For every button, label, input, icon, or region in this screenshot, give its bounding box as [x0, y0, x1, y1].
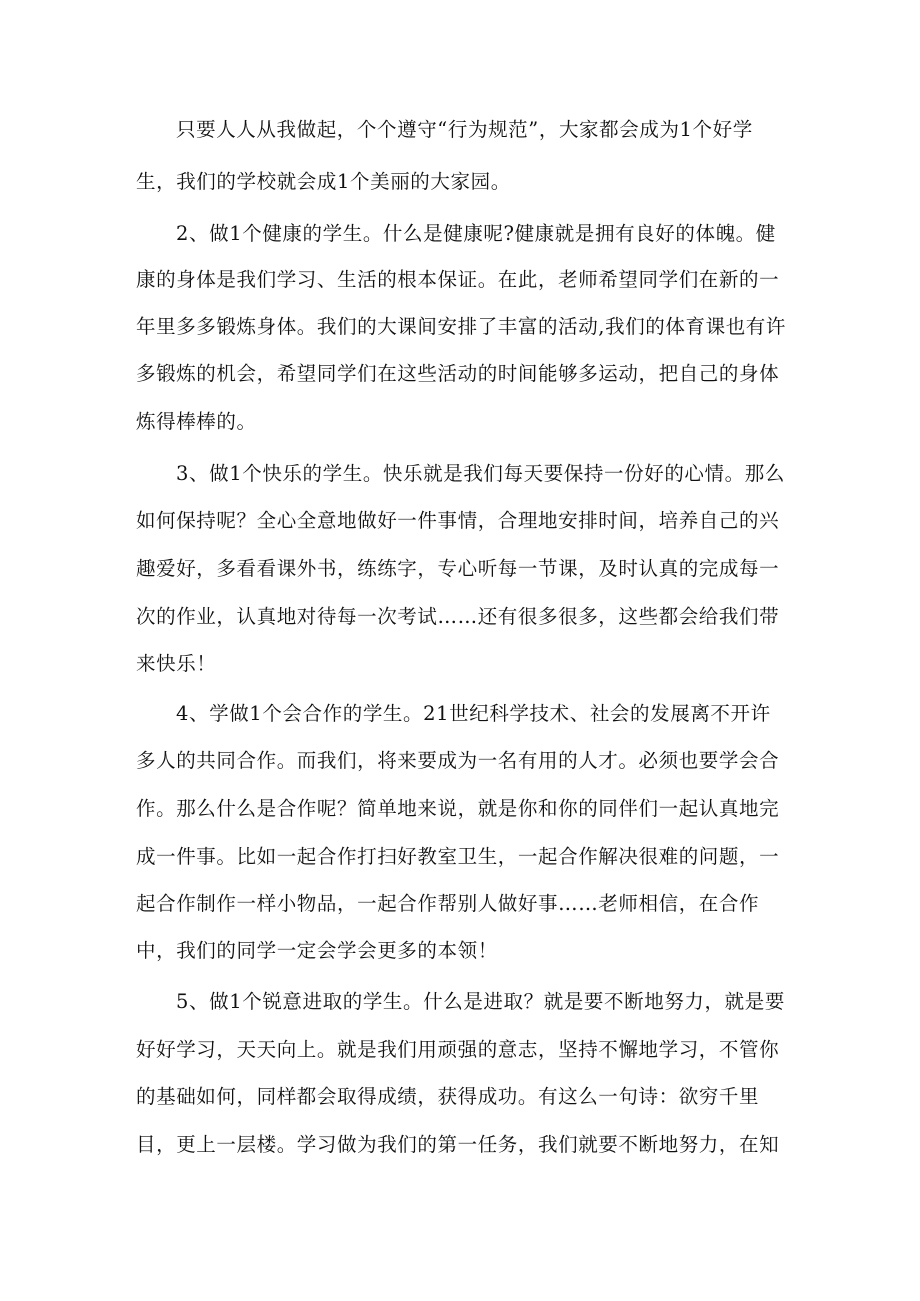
- paragraph-4-line-1: 4、学做1个会合作的学生。21世纪科学技术、社会的发展离不开许: [176, 702, 771, 725]
- paragraph-1-line-2: 生，我们的学校就会成1个美丽的大家园。: [136, 170, 511, 193]
- paragraph-4-line-3: 作。那么什么是合作呢？简单地来说，就是你和你的同伴们一起认真地完: [136, 797, 780, 820]
- paragraph-5-line-4: 目，更上一层楼。学习做为我们的第一任务，我们就要不断地努力，在知: [136, 1133, 780, 1156]
- paragraph-4-line-5: 起合作制作一样小物品，一起合作帮别人做好事……老师相信，在合作: [136, 892, 760, 915]
- paragraph-4-line-2: 多人的共同合作。而我们，将来要成为一名有用的人才。必须也要学会合: [136, 749, 780, 772]
- paragraph-3-line-5: 来快乐！: [136, 652, 217, 675]
- paragraph-2-line-2: 康的身体是我们学习、生活的根本保证。在此，老师希望同学们在新的一: [136, 268, 780, 291]
- paragraph-2-line-3: 年里多多锻炼身体。我们的大课间安排了丰富的活动,我们的体育课也有许: [136, 315, 786, 338]
- paragraph-5-line-2: 好好学习，天天向上。就是我们用顽强的意志，坚持不懈地学习，不管你: [136, 1038, 780, 1061]
- paragraph-1-line-1: 只要人人从我做起，个个遵守“行为规范”，大家都会成为1个好学: [176, 118, 753, 141]
- paragraph-3-line-3: 趣爱好，多看看课外书，练练字，专心听每一节课，及时认真的完成每一: [136, 557, 780, 580]
- paragraph-3-line-2: 如何保持呢？全心全意地做好一件事情，合理地安排时间，培养自己的兴: [136, 509, 780, 532]
- paragraph-4-line-4: 成一件事。比如一起合作打扫好教室卫生，一起合作解决很难的问题，一: [136, 845, 780, 868]
- paragraph-2-line-4: 多锻炼的机会，希望同学们在这些活动的时间能够多运动，把自己的身体: [136, 362, 780, 385]
- paragraph-3-line-1: 3、做1个快乐的学生。快乐就是我们每天要保持一份好的心情。那么: [176, 462, 785, 485]
- paragraph-2-line-1: 2、做1个健康的学生。什么是健康呢?健康就是拥有良好的体魄。健: [176, 222, 776, 245]
- paragraph-4-line-6: 中，我们的同学一定会学会更多的本领！: [136, 939, 498, 962]
- paragraph-2-line-5: 炼得棒棒的。: [136, 410, 257, 433]
- paragraph-5-line-3: 的基础如何，同样都会取得成绩，获得成功。有这么一句诗：欲穷千里: [136, 1085, 760, 1108]
- paragraph-5-line-1: 5、做1个锐意进取的学生。什么是进取？就是要不断地努力，就是要: [176, 990, 785, 1013]
- paragraph-3-line-4: 次的作业，认真地对待每一次考试……还有很多很多，这些都会给我们带: [136, 605, 780, 628]
